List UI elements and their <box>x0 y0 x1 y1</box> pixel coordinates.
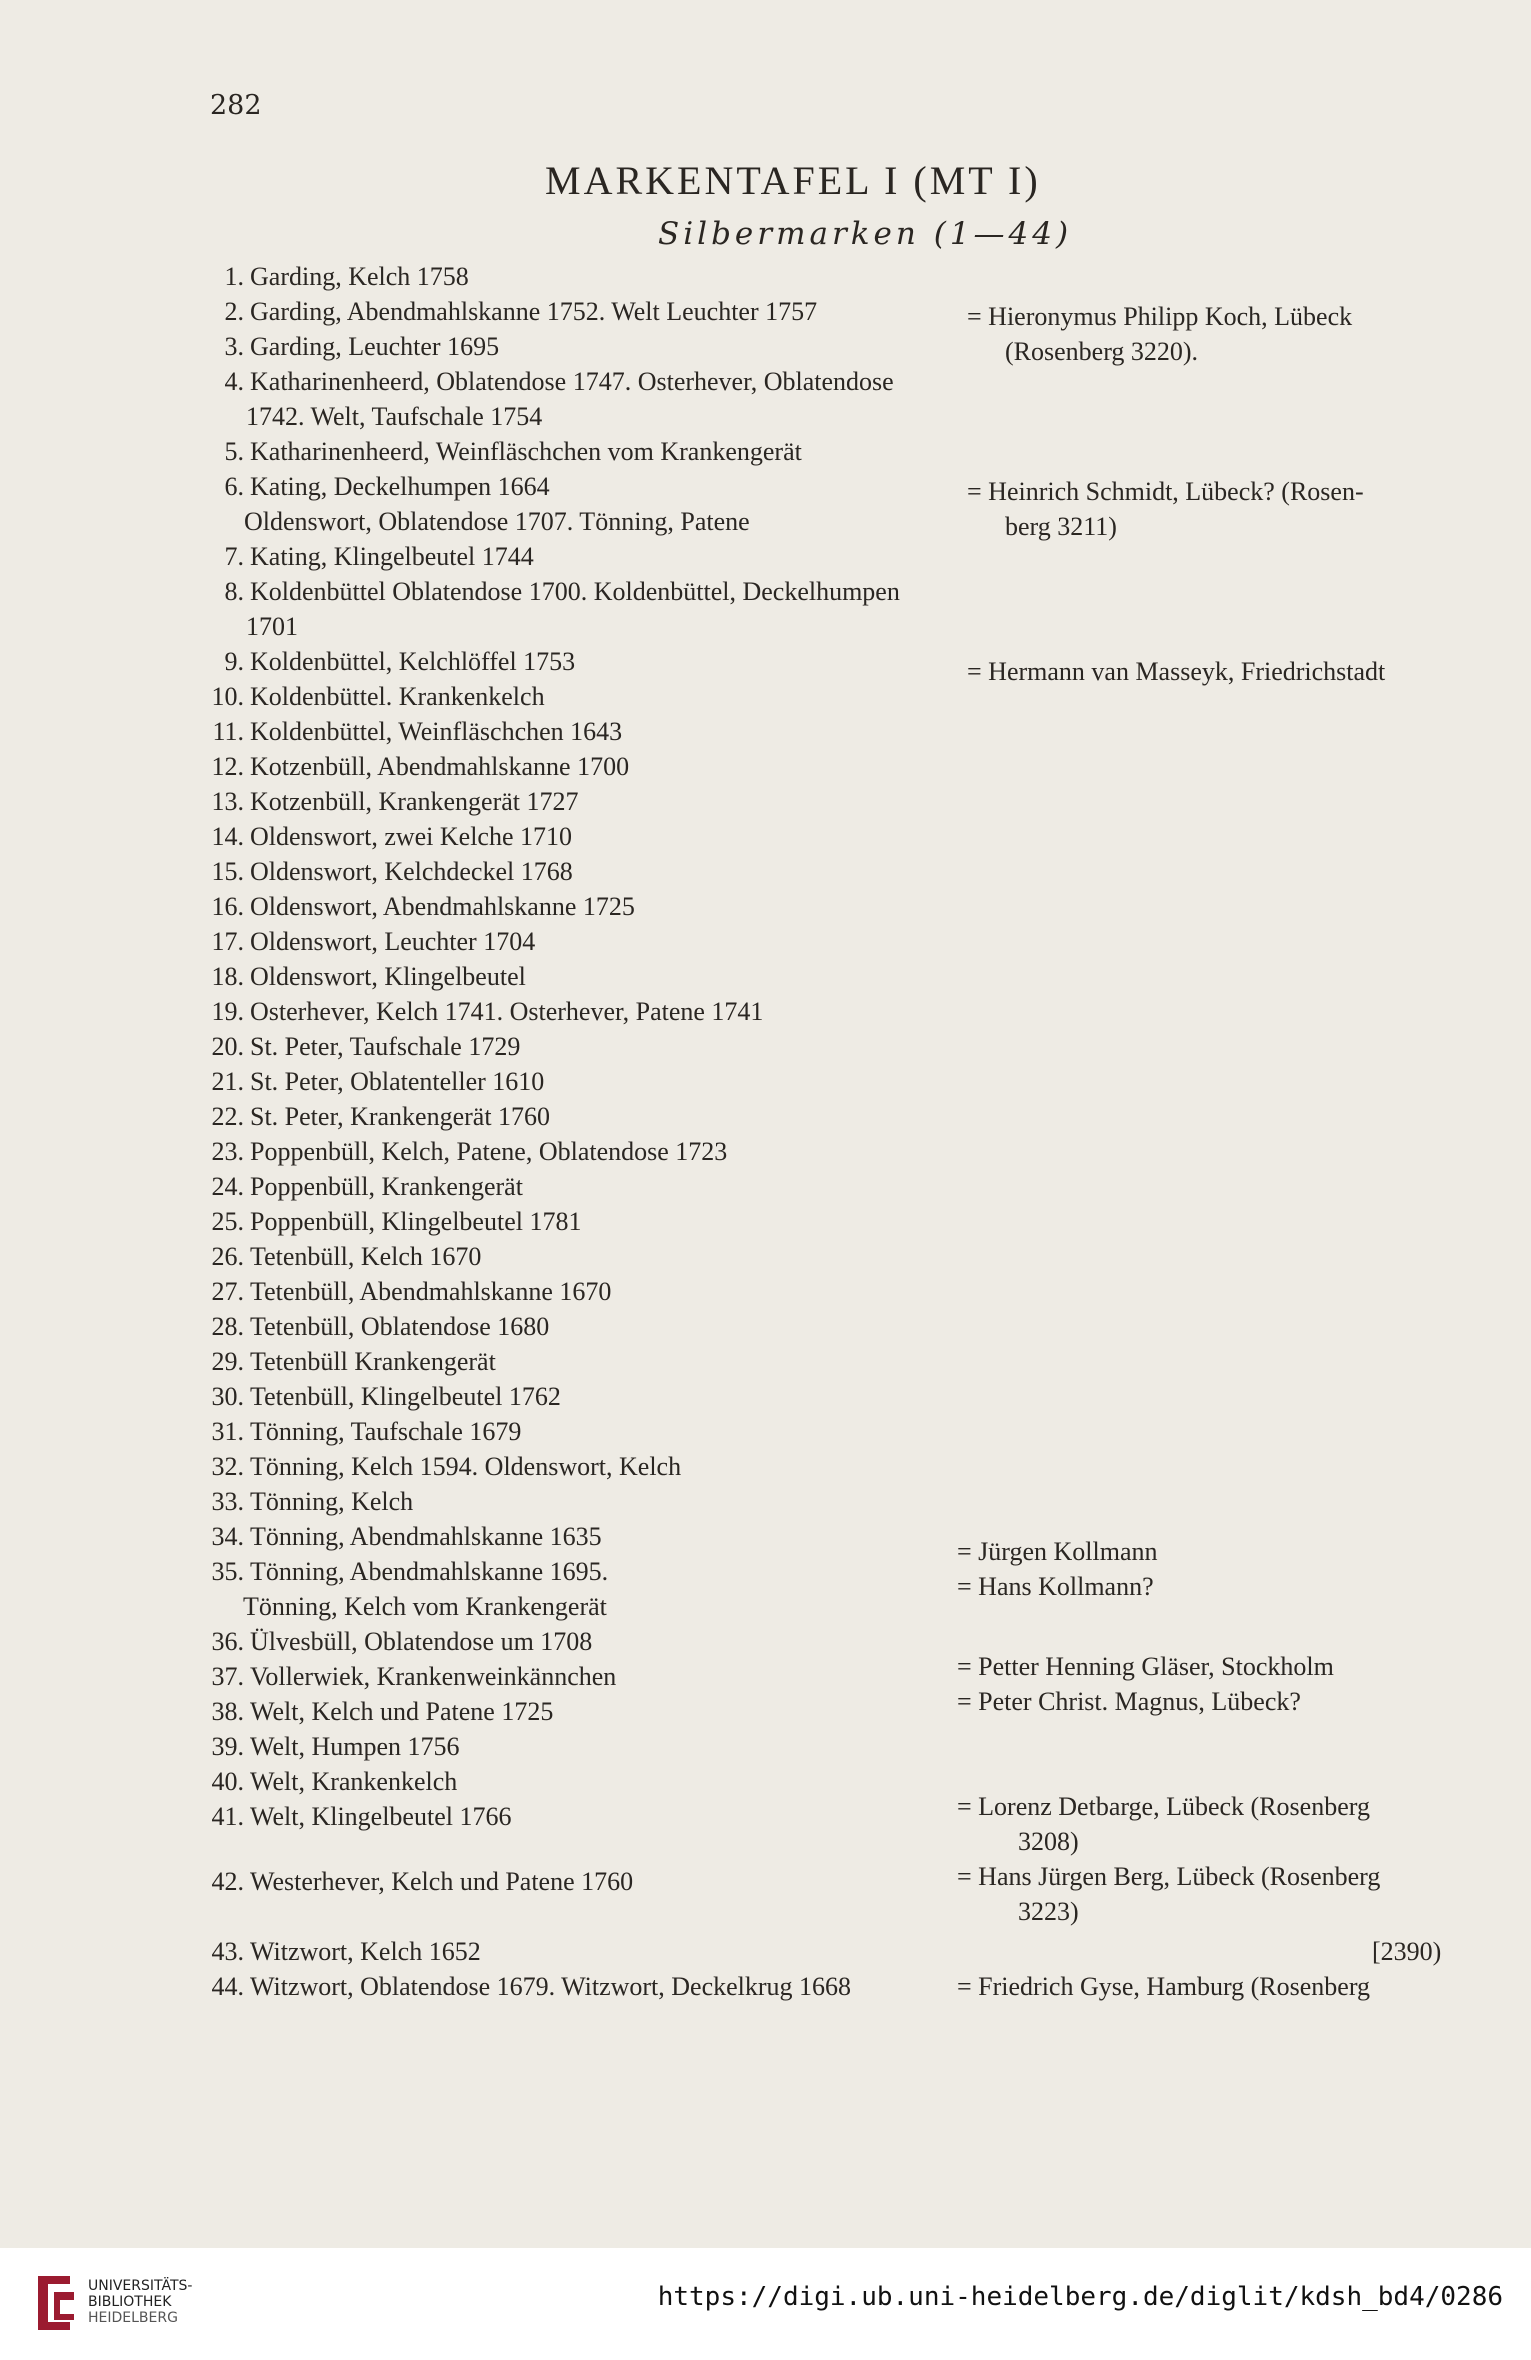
maker-attribution: (Rosenberg 3220). <box>1005 337 1199 366</box>
entry-text: Garding, Abendmahlskanne 1752. Welt Leuchter 1757 <box>250 297 818 326</box>
entry-number: 30. <box>211 1382 244 1411</box>
maker-attribution: = Petter Henning Gläser, Stockholm <box>957 1652 1334 1681</box>
entry-text: Oldenswort, Abendmahlskanne 1725 <box>250 892 635 921</box>
entry-text: Vollerwiek, Krankenweinkännchen <box>250 1662 617 1691</box>
entry-text: Westerhever, Kelch und Patene 1760 <box>250 1867 634 1896</box>
entry-number: 35. <box>211 1557 244 1586</box>
entry-text: St. Peter, Krankengerät 1760 <box>250 1102 551 1131</box>
entry-text: Ülvesbüll, Oblatendose um 1708 <box>250 1627 593 1656</box>
entry-number: 11. <box>212 717 244 746</box>
entry-text: Oldenswort, zwei Kelche 1710 <box>250 822 573 851</box>
entry-number: 23. <box>211 1137 244 1166</box>
entry-number: 1. <box>224 262 244 291</box>
entry-text: Poppenbüll, Krankengerät <box>250 1172 523 1201</box>
entry-text: Welt, Humpen 1756 <box>250 1732 460 1761</box>
source-url-link[interactable]: https://digi.ub.uni-heidelberg.de/diglit/kdsh_bd4/0286 <box>657 2282 1503 2312</box>
maker-attribution: [2390) <box>1372 1937 1442 1966</box>
entry-number: 44. <box>211 1972 244 2001</box>
entry-text: Witzwort, Kelch 1652 <box>250 1937 481 1966</box>
entry-number: 17. <box>211 927 244 956</box>
entry-text: Tetenbüll, Klingelbeutel 1762 <box>250 1382 561 1411</box>
entry-text: Tetenbüll, Oblatendose 1680 <box>250 1312 550 1341</box>
maker-attribution: = Hieronymus Philipp Koch, Lübeck <box>967 302 1353 331</box>
entry-text: Koldenbüttel, Kelchlöffel 1753 <box>250 647 576 676</box>
entry-number: 16. <box>211 892 244 921</box>
entry-text: Koldenbüttel Oblatendose 1700. Koldenbüttel, Deckelhumpen <box>250 577 900 606</box>
entry-text: Garding, Kelch 1758 <box>250 262 469 291</box>
entry-continuation: 1742. Welt, Taufschale 1754 <box>246 402 543 431</box>
entry-text: Poppenbüll, Klingelbeutel 1781 <box>250 1207 582 1236</box>
maker-attribution: = Lorenz Detbarge, Lübeck (Rosenberg <box>957 1792 1370 1821</box>
entry-text: Welt, Klingelbeutel 1766 <box>250 1802 512 1831</box>
entry-number: 25. <box>211 1207 244 1236</box>
entry-number: 27. <box>211 1277 244 1306</box>
entry-text: Welt, Krankenkelch <box>250 1767 458 1796</box>
entry-text: Koldenbüttel, Weinfläschchen 1643 <box>250 717 623 746</box>
entry-number: 19. <box>211 997 244 1026</box>
entry-number: 33. <box>211 1487 244 1516</box>
entry-text: Kating, Deckelhumpen 1664 <box>250 472 550 501</box>
maker-attribution: 3208) <box>1018 1827 1079 1856</box>
entry-number: 36. <box>211 1627 244 1656</box>
entry-number: 3. <box>224 332 244 361</box>
entry-text: St. Peter, Oblatenteller 1610 <box>250 1067 545 1096</box>
entry-text: Tetenbüll, Abendmahlskanne 1670 <box>250 1277 612 1306</box>
entry-number: 26. <box>211 1242 244 1271</box>
entry-number: 42. <box>211 1867 244 1896</box>
entry-number: 14. <box>211 822 244 851</box>
maker-attribution: 3223) <box>1018 1897 1079 1926</box>
entry-text: Witzwort, Oblatendose 1679. Witzwort, Deckelkrug 1668 <box>250 1972 852 2001</box>
entry-number: 21. <box>211 1067 244 1096</box>
entry-text: Tönning, Abendmahlskanne 1635 <box>250 1522 602 1551</box>
entry-text: Poppenbüll, Kelch, Patene, Oblatendose 1723 <box>250 1137 728 1166</box>
entry-text: Oldenswort, Leuchter 1704 <box>250 927 536 956</box>
entry-number: 7. <box>224 542 244 571</box>
maker-attribution: = Peter Christ. Magnus, Lübeck? <box>957 1687 1301 1716</box>
entry-continuation: Oldenswort, Oblatendose 1707. Tönning, Patene <box>244 507 750 536</box>
page-number: 282 <box>210 90 262 121</box>
entry-continuation: Tönning, Kelch vom Krankengerät <box>243 1592 607 1621</box>
entry-number: 22. <box>211 1102 244 1131</box>
maker-attribution: = Hans Kollmann? <box>957 1572 1154 1601</box>
entry-text: St. Peter, Taufschale 1729 <box>250 1032 521 1061</box>
entry-text: Katharinenheerd, Oblatendose 1747. Osterhever, Oblatendose <box>250 367 894 396</box>
library-name-line1: UNIVERSITÄTS- <box>88 2278 193 2294</box>
entry-number: 39. <box>211 1732 244 1761</box>
entry-number: 43. <box>211 1937 244 1966</box>
maker-attribution: berg 3211) <box>1005 512 1117 541</box>
footer-bar <box>0 2248 1531 2360</box>
entry-number: 40. <box>211 1767 244 1796</box>
entry-number: 41. <box>211 1802 244 1831</box>
entry-number: 9. <box>224 647 244 676</box>
entry-number: 2. <box>224 297 244 326</box>
library-name <box>88 2278 192 2326</box>
entry-number: 24. <box>211 1172 244 1201</box>
maker-attribution: = Hans Jürgen Berg, Lübeck (Rosenberg <box>957 1862 1381 1891</box>
entry-text: Oldenswort, Kelchdeckel 1768 <box>250 857 573 886</box>
entry-text: Katharinenheerd, Weinfläschchen vom Krankengerät <box>250 437 802 466</box>
entry-number: 37. <box>211 1662 244 1691</box>
entry-text: Tetenbüll, Kelch 1670 <box>250 1242 482 1271</box>
page-subtitle: Silbermarken (1—44) <box>658 216 1073 252</box>
entry-text: Tönning, Kelch 1594. Oldenswort, Kelch <box>250 1452 682 1481</box>
entry-number: 13. <box>211 787 244 816</box>
entry-number: 31. <box>211 1417 244 1446</box>
entry-number: 8. <box>224 577 244 606</box>
entry-number: 6. <box>224 472 244 501</box>
entry-number: 32. <box>211 1452 244 1481</box>
entry-number: 15. <box>211 857 244 886</box>
entry-text: Osterhever, Kelch 1741. Osterhever, Patene 1741 <box>250 997 764 1026</box>
entry-text: Tönning, Kelch <box>250 1487 414 1516</box>
maker-attribution: = Heinrich Schmidt, Lübeck? (Rosen- <box>967 477 1364 506</box>
entry-continuation: 1701 <box>246 612 298 641</box>
entry-text: Koldenbüttel. Krankenkelch <box>250 682 545 711</box>
entry-text: Tönning, Taufschale 1679 <box>250 1417 522 1446</box>
library-name-line2: BIBLIOTHEK <box>88 2294 172 2310</box>
maker-attribution: = Friedrich Gyse, Hamburg (Rosenberg <box>957 1972 1371 2001</box>
entry-number: 18. <box>211 962 244 991</box>
entry-text: Garding, Leuchter 1695 <box>250 332 500 361</box>
entry-number: 38. <box>211 1697 244 1726</box>
maker-attribution: = Jürgen Kollmann <box>957 1537 1158 1566</box>
entry-text: Kotzenbüll, Abendmahlskanne 1700 <box>250 752 630 781</box>
entry-text: Kating, Klingelbeutel 1744 <box>250 542 534 571</box>
entry-number: 10. <box>211 682 244 711</box>
entry-text: Tetenbüll Krankengerät <box>250 1347 496 1376</box>
library-logo-icon[interactable] <box>30 2270 80 2336</box>
maker-attribution: = Hermann van Masseyk, Friedrichstadt <box>967 657 1386 686</box>
page-title: MARKENTAFEL I (MT I) <box>545 158 1041 203</box>
entry-number: 5. <box>224 437 244 466</box>
entry-number: 20. <box>211 1032 244 1061</box>
library-name-line3: HEIDELBERG <box>88 2310 178 2326</box>
entry-number: 12. <box>211 752 244 781</box>
entry-number: 29. <box>211 1347 244 1376</box>
entry-text: Oldenswort, Klingelbeutel <box>250 962 526 991</box>
entry-number: 4. <box>224 367 244 396</box>
entry-number: 28. <box>211 1312 244 1341</box>
entry-text: Tönning, Abendmahlskanne 1695. <box>250 1557 609 1586</box>
entry-text: Kotzenbüll, Krankengerät 1727 <box>250 787 579 816</box>
entry-number: 34. <box>211 1522 244 1551</box>
entry-text: Welt, Kelch und Patene 1725 <box>250 1697 554 1726</box>
